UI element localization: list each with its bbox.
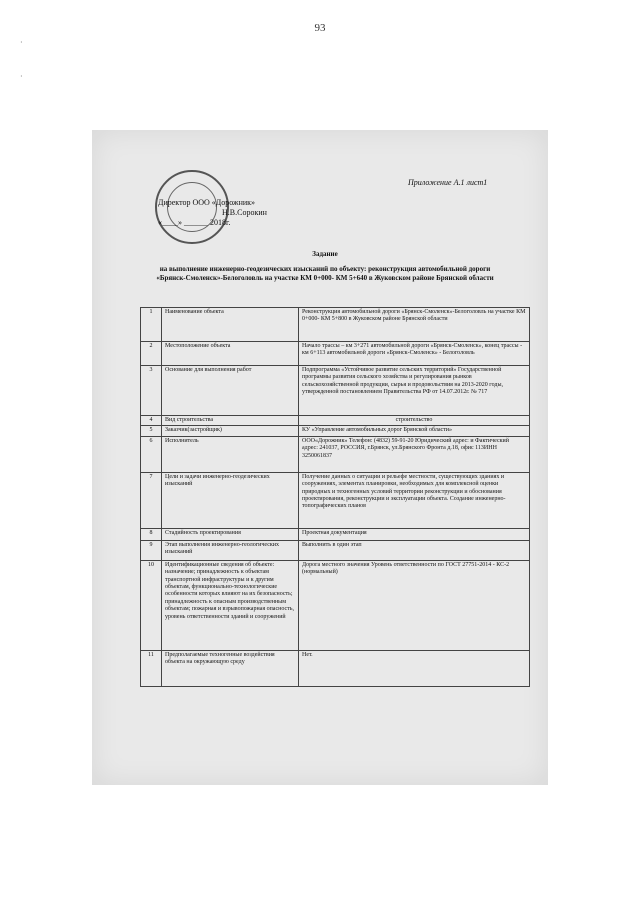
approval-block — [158, 198, 267, 228]
scan-speck: · — [20, 38, 23, 47]
approval-signatory: Н.В.Сорокин — [222, 208, 267, 217]
requirements-table — [140, 307, 530, 687]
row-number: 11 — [141, 650, 162, 686]
table-row — [141, 650, 530, 686]
row-number: 1 — [141, 308, 162, 342]
row-value: Получение данных о ситуации и рельефе местности, существующих зданиях и сооружениях, элементах планировки, необходимых для комплексной оценки природных и техногенных условий территории реконструкции и обоснования проектирования, реконструкции и эксплуатации объекта. Создание инженерно-топографических планов — [299, 472, 530, 528]
row-value: строительство — [299, 416, 530, 426]
row-number: 5 — [141, 426, 162, 436]
row-value: Проектная документация — [299, 528, 530, 540]
row-number: 7 — [141, 472, 162, 528]
row-number: 3 — [141, 366, 162, 416]
table-row — [141, 426, 530, 436]
table-row — [141, 308, 530, 342]
row-number: 6 — [141, 436, 162, 472]
row-value: КУ «Управление автомобильных дорог Брянской области» — [299, 426, 530, 436]
table-row — [141, 436, 530, 472]
approval-director: Директор ООО «Дорожник» — [158, 198, 256, 207]
row-parameter: Местоположение объекта — [162, 342, 299, 366]
row-number: 10 — [141, 560, 162, 650]
table-row — [141, 366, 530, 416]
row-parameter: Стадийность проектирования — [162, 528, 299, 540]
row-parameter: Предполагаемые техногенные воздействия объекта на окружающую среду — [162, 650, 299, 686]
row-number: 2 — [141, 342, 162, 366]
scan-speck: · — [20, 72, 23, 81]
row-number: 9 — [141, 540, 162, 560]
document-title — [150, 250, 500, 283]
row-value: ООО«Дорожник» Телефон: (4832) 59-91-20 Юридический адрес: и Фактический адрес: 241037, РОССИЯ, г.Брянск, ул.Брянского Фронта д.18, офис 113ИНН 3250061837 — [299, 436, 530, 472]
table-row — [141, 540, 530, 560]
row-value: Нет. — [299, 650, 530, 686]
row-value: Начало трассы – км 3+271 автомобильной дороги «Брянск-Смоленск», конец трассы - км 6+113 автомобильной дороги «Брянск-Смоленск» - Белоголовль — [299, 342, 530, 366]
row-parameter: Исполнитель — [162, 436, 299, 472]
appendix-label: Приложение А.1 лист1 — [408, 178, 488, 187]
row-value: Дорога местного значения Уровень ответственности по ГОСТ 27751-2014 - КС-2 (нормальный) — [299, 560, 530, 650]
row-parameter: Идентификационные сведения об объекте: назначение; принадлежность к объектам транспортной инфраструктуры и к другим объектам, функционально-технологические особенности которых влияют на их безопасность; принадлежность к опасным производственным объектам; пожарная и взрывопожарная опасность, уровень ответственности зданий и сооружений — [162, 560, 299, 650]
row-parameter: Цели и задачи инженерно-геодезических изысканий — [162, 472, 299, 528]
title-text: на выполнение инженерно-геодезических изысканий по объекту: реконструкция автомобильной дороги «Брянск-Смоленск»-Белоголовль на участке КМ 0+000- КМ 5+640 в Жуковском районе Брянской области — [156, 265, 494, 282]
title-heading: Задание — [312, 250, 338, 258]
row-number: 8 — [141, 528, 162, 540]
row-parameter: Вид строительства — [162, 416, 299, 426]
row-value: Подпрограмма «Устойчивое развитие сельских территорий» Государственной программы развития сельского хозяйства и регулирования рынков сельскохозяйственной продукции, сырья и продовольствия на 2013-2020 годы, утвержденной постановлением Правительства РФ от 14.07.2012г. № 717 — [299, 366, 530, 416]
row-parameter: Наименование объекта — [162, 308, 299, 342]
row-value: Реконструкция автомобильной дороги «Брянск-Смоленск»-Белоголовль на участке КМ 0+000- КМ 5+800 в Жуковском районе Брянской области — [299, 308, 530, 342]
row-number: 4 — [141, 416, 162, 426]
table-row — [141, 342, 530, 366]
page-number: 93 — [314, 22, 326, 34]
table-row — [141, 560, 530, 650]
approval-date: «____» ______ 2018г. — [158, 218, 231, 227]
row-parameter: Основание для выполнения работ — [162, 366, 299, 416]
row-value: Выполнить в один этап — [299, 540, 530, 560]
table-row — [141, 472, 530, 528]
table-row — [141, 416, 530, 426]
row-parameter: Этап выполнения инженерно-геологических изысканий — [162, 540, 299, 560]
row-parameter: Заказчик(застройщик) — [162, 426, 299, 436]
table-row — [141, 528, 530, 540]
